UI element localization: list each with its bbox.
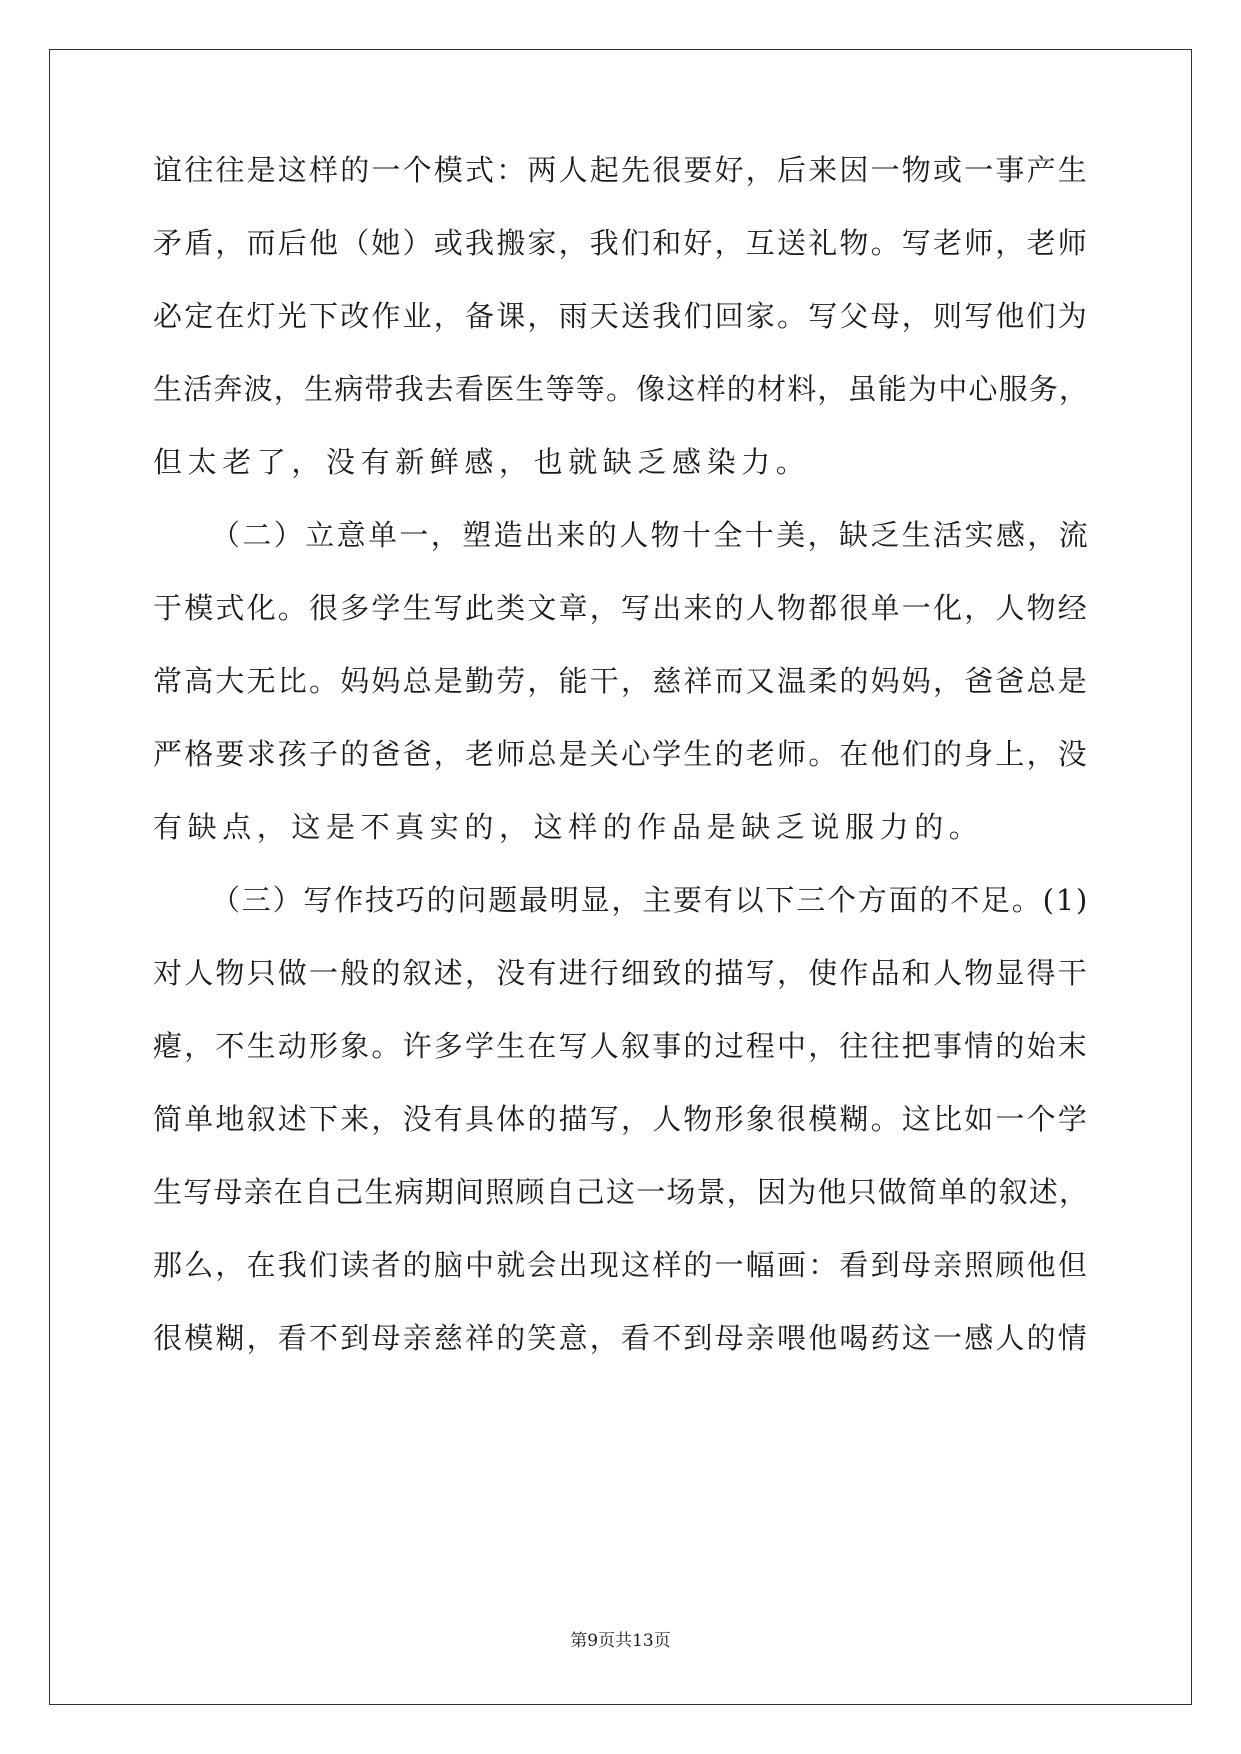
body-text-line: 但太老了，没有新鲜感，也就缺乏感染力。 [153,445,811,479]
body-text-line: 瘪，不生动形象。许多学生在写人叙事的过程中，往往把事情的始末 [153,1029,1090,1063]
page-footer [0,1629,1241,1653]
body-text-line: 必定在灯光下改作业，备课，雨天送我们回家。写父母，则写他们为 [153,299,1090,333]
body-text-line: 那么，在我们读者的脑中就会出现这样的一幅画：看到母亲照顾他但 [153,1248,1090,1282]
page-number: 第9页 [570,1631,616,1651]
body-text-line: 谊往往是这样的一个模式：两人起先很要好，后来因一物或一事产生 [153,153,1090,187]
page-total: 共13页 [615,1631,671,1651]
body-text-line: 有缺点，这是不真实的，这样的作品是缺乏说服力的。 [153,810,984,844]
body-text-line: （三）写作技巧的问题最明显，主要有以下三个方面的不足。(1) [211,883,1090,917]
body-text-line: 对人物只做一般的叙述，没有进行细致的描写，使作品和人物显得干 [153,956,1090,990]
body-text-line: 常高大无比。妈妈总是勤劳，能干，慈祥而又温柔的妈妈，爸爸总是 [153,664,1090,698]
body-text-line: 很模糊，看不到母亲慈祥的笑意，看不到母亲喂他喝药这一感人的情 [153,1321,1090,1355]
body-text-line: 生活奔波，生病带我去看医生等等。像这样的材料，虽能为中心服务， [153,372,1090,406]
body-text-line: 于模式化。很多学生写此类文章，写出来的人物都很单一化，人物经 [153,591,1090,625]
body-text-line: 矛盾，而后他（她）或我搬家，我们和好，互送礼物。写老师，老师 [153,226,1090,260]
body-text-line: 严格要求孩子的爸爸，老师总是关心学生的老师。在他们的身上，没 [153,737,1090,771]
body-text-line: 简单地叙述下来，没有具体的描写，人物形象很模糊。这比如一个学 [153,1102,1090,1136]
body-text-line: （二）立意单一，塑造出来的人物十全十美，缺乏生活实感，流 [211,518,1091,552]
body-text-line: 生写母亲在自己生病期间照顾自己这一场景，因为他只做简单的叙述， [153,1175,1090,1209]
